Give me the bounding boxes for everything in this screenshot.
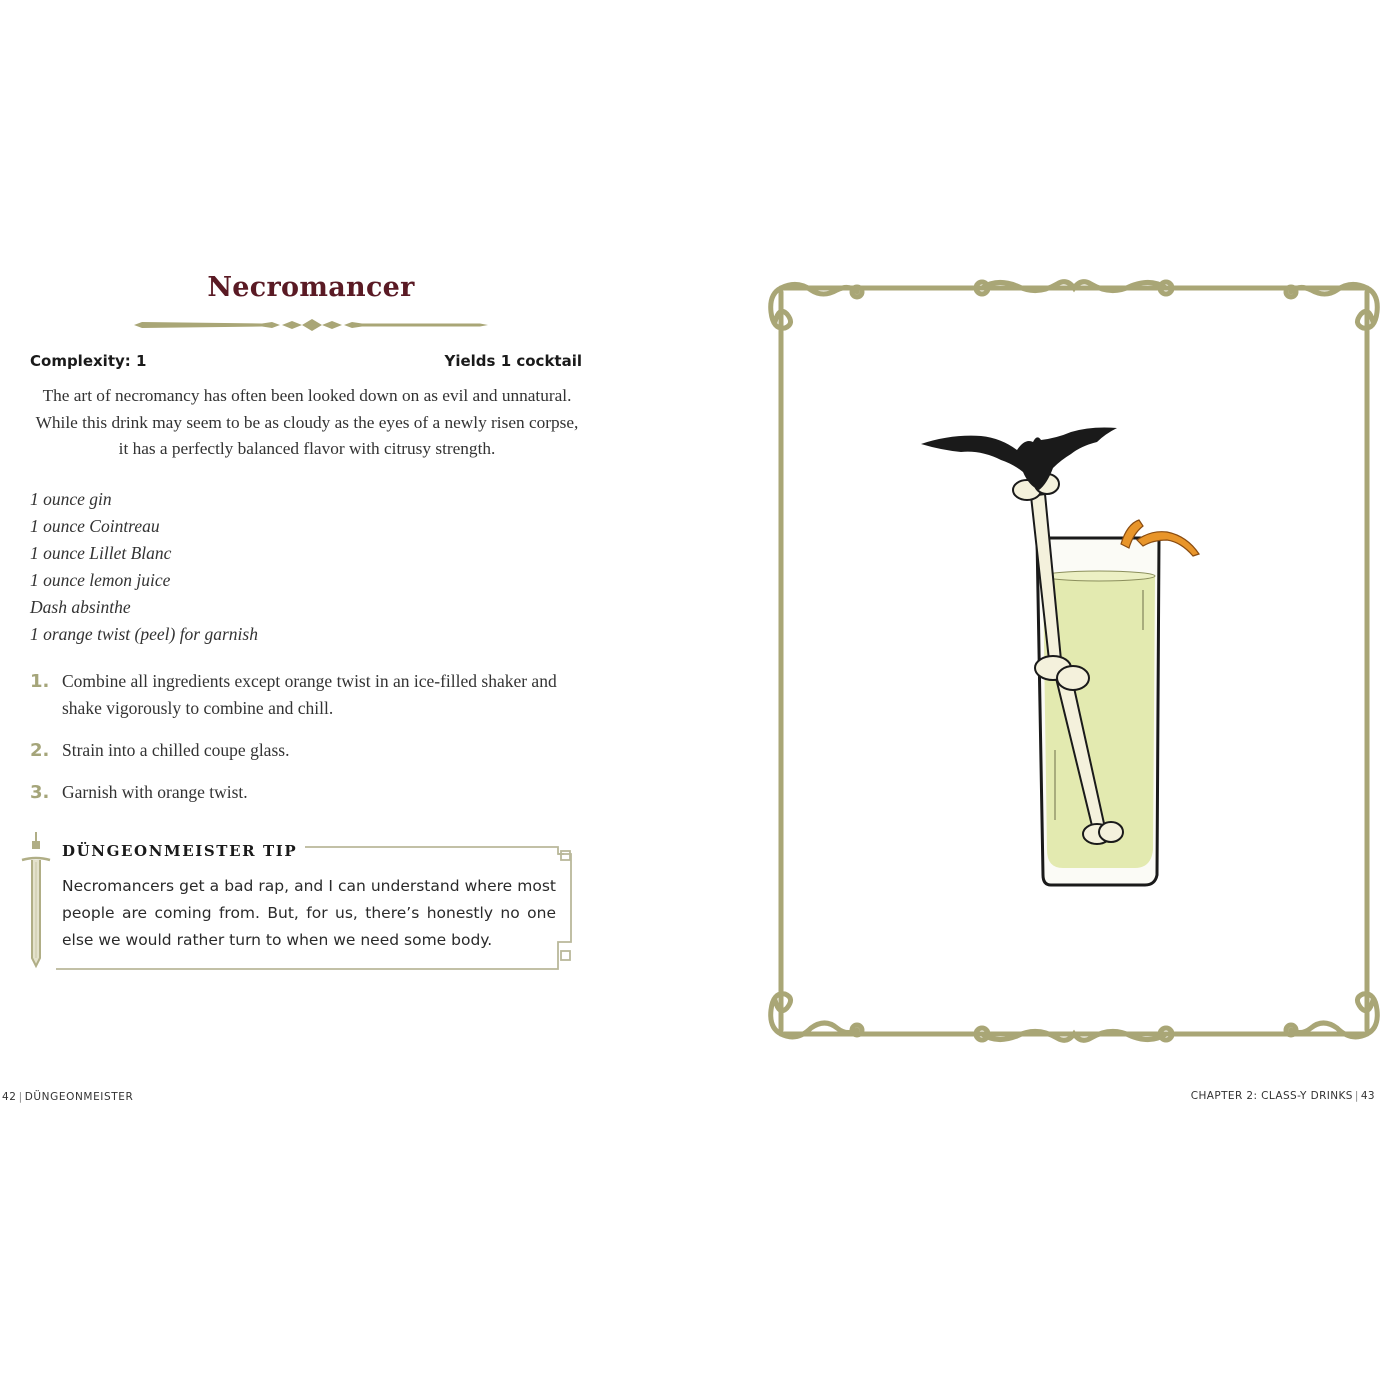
tip-body: Necromancers get a bad rap, and I can understand where most people are coming from. But, for us, there’s honestly no one else we would rather turn to when we need some body.	[62, 877, 556, 949]
right-page	[691, 0, 1382, 1382]
complexity-label: Complexity: 1	[30, 352, 147, 370]
tip-heading: DÜNGEONMEISTER TIP	[62, 842, 305, 860]
page-footer-right	[1191, 1090, 1375, 1102]
ingredient-item: 1 orange twist (peel) for garnish	[30, 624, 258, 644]
step-number: 1.	[30, 671, 50, 692]
page-footer-left	[2, 1091, 133, 1103]
page-number: 42	[2, 1091, 17, 1103]
bat-icon	[921, 428, 1117, 491]
step-number: 3.	[30, 782, 50, 803]
cocktail-illustration	[921, 420, 1211, 890]
recipe-intro: The art of necromancy has often been looked down on as evil and unnatural. While this drink may seem to be as cloudy as the eyes of a newly risen corpse, it has a perfectly balanced flavor with citrusy strength.	[35, 386, 579, 458]
running-head: DÜNGEONMEISTER	[24, 1091, 134, 1103]
recipe-meta	[30, 352, 582, 370]
sword-icon	[22, 832, 50, 966]
yields-label: Yields 1 cocktail	[444, 352, 582, 370]
title-divider-ornament	[132, 316, 490, 334]
running-head: CHAPTER 2: CLASS-Y DRINKS	[1190, 1090, 1353, 1102]
instruction-steps	[30, 668, 570, 821]
step-item	[30, 737, 570, 764]
step-number: 2.	[30, 740, 50, 761]
step-item	[30, 779, 570, 806]
ingredient-list	[30, 486, 258, 648]
footer-separator: |	[18, 1091, 23, 1103]
ingredient-item: 1 ounce gin	[30, 489, 112, 509]
step-item	[30, 668, 570, 722]
step-text: Strain into a chilled coupe glass.	[62, 740, 290, 760]
ingredient-item: 1 ounce Lillet Blanc	[30, 543, 172, 563]
step-text: Combine all ingredients except orange twist in an ice-filled shaker and shake vigorously to combine and chill.	[62, 671, 557, 718]
ingredient-item: Dash absinthe	[30, 597, 131, 617]
tip-box	[18, 830, 584, 975]
footer-separator: |	[1354, 1090, 1359, 1102]
page-number: 43	[1360, 1090, 1375, 1102]
ingredient-item: 1 ounce Cointreau	[30, 516, 160, 536]
ingredient-item: 1 ounce lemon juice	[30, 570, 171, 590]
recipe-title: Necromancer	[207, 272, 415, 303]
step-text: Garnish with orange twist.	[62, 782, 248, 802]
